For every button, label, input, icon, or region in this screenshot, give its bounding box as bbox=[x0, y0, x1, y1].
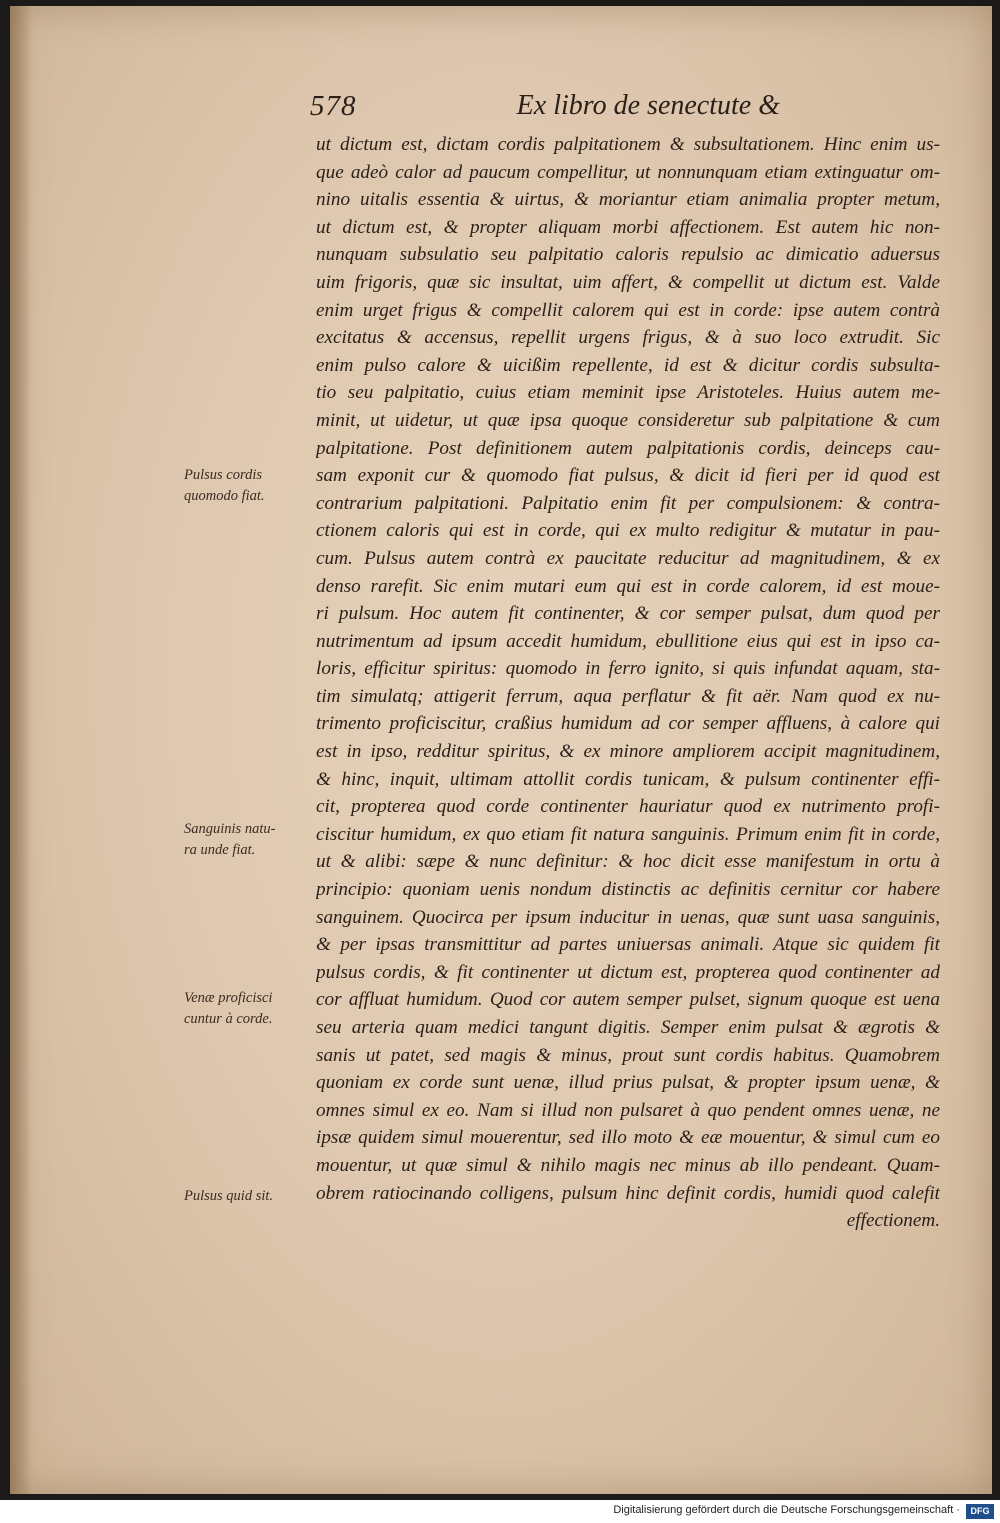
body-text bbox=[316, 131, 940, 1235]
text-line: pulsus cordis, & fit continenter ut dictum est, propterea quod continenter ad bbox=[316, 961, 940, 983]
funding-notice: Digitalisierung gefördert durch die Deutsche Forschungsgemeinschaft · bbox=[613, 1504, 960, 1516]
text-line: sam exponit cur & quomodo fiat pulsus, & dicit id fieri per id quod est bbox=[316, 465, 940, 487]
text-line: excitatus & accensus, repellit urgens frigus, & à suo loco extrudit. Sic bbox=[316, 327, 940, 349]
text-line: sanis ut patet, sed magis & minus, prout sunt cordis habitus. Quamobrem bbox=[316, 1044, 940, 1066]
text-line: est in ipso, redditur spiritus, & ex minore ampliorem accipit magnitudinem, bbox=[316, 741, 940, 763]
text-line: uim frigoris, quæ sic insultat, uim affert, & compellit ut dictum est. Valde bbox=[316, 271, 940, 293]
dfg-logo-icon: DFG bbox=[966, 1504, 994, 1519]
page-number: 578 bbox=[310, 90, 357, 122]
text-line: nutrimentum ad ipsum accedit humidum, ebullitione eius qui est in ipso ca- bbox=[316, 630, 940, 652]
text-line: ut dictum est, & propter aliquam morbi affectionem. Est autem hic non- bbox=[316, 216, 940, 238]
text-line: cor affluat humidum. Quod cor autem semper pulset, signum quoque est uena bbox=[316, 989, 940, 1011]
text-line: tim simulatq; attigerit ferrum, aqua perflatur & fit aër. Nam quod ex nu- bbox=[316, 685, 940, 707]
margin-note-pulsus-cordis: Pulsus cordis quomodo fiat. bbox=[184, 467, 265, 504]
text-line: sanguinem. Quocirca per ipsum inducitur in uenas, quæ sunt uasa sanguinis, bbox=[316, 906, 940, 928]
text-line: principio: quoniam uenis nondum distinctis ac definitis cernitur cor habere bbox=[316, 879, 940, 901]
text-line: quoniam ex corde sunt uenæ, illud prius pulsat, & propter ipsum uenæ, & bbox=[316, 1072, 940, 1094]
text-line: & per ipsas transmittitur ad partes uniuersas animali. Atque sic quidem fit bbox=[316, 934, 940, 956]
text-line: mouentur, ut quæ simul & nihilo magis nec minus ab illo pendeant. Quam- bbox=[316, 1154, 940, 1176]
text-line: ri pulsum. Hoc autem fit continenter, & cor semper pulsat, dum quod per bbox=[316, 603, 940, 625]
margin-note-venae: Venæ proficisci cuntur à corde. bbox=[184, 990, 273, 1027]
text-line: nino uitalis essentia & uirtus, & moriantur etiam animalia propter metum, bbox=[316, 189, 940, 211]
text-line: omnes simul ex eo. Nam si illud non pulsaret à quo pendent omnes uenæ, ne bbox=[316, 1099, 940, 1121]
text-line: ipsæ quidem simul mouerentur, sed illo moto & eæ mouentur, & simul cum eo bbox=[316, 1127, 940, 1149]
text-line: trimento proficiscitur, craßius humidum ad cor semper affluens, à calore qui bbox=[316, 713, 940, 735]
text-line: nunquam subsulatio seu palpitatio caloris repulsio ac dimicatio aduersus bbox=[316, 244, 940, 266]
margin-note-sanguinis: Sanguinis natu- ra unde fiat. bbox=[184, 821, 276, 858]
text-line: contrarium palpitationi. Palpitatio enim fit per compulsionem: & contra- bbox=[316, 492, 940, 514]
text-line: ciscitur humidum, ex quo etiam fit natura sanguinis. Primum enim fit in corde, bbox=[316, 823, 940, 845]
text-line: loris, efficitur spiritus: quomodo in ferro ignito, si quis infundat aquam, sta- bbox=[316, 658, 940, 680]
text-line: denso rarefit. Sic enim mutari eum qui est in corde calorem, id est moue- bbox=[316, 575, 940, 597]
page-gutter-shadow bbox=[10, 6, 32, 1494]
text-line: que adeò calor ad paucum compellitur, ut nonnunquam etiam extinguatur om- bbox=[316, 161, 940, 183]
text-line: cum. Pulsus autem contrà ex paucitate reducitur ad magnitudinem, & ex bbox=[316, 547, 940, 569]
text-line: enim pulso calore & uicißim repellente, id est & dicitur cordis subsulta- bbox=[316, 354, 940, 376]
text-line: cit, propterea quod corde continenter hauriatur quod ex nutrimento profi- bbox=[316, 796, 940, 818]
text-line: tio seu palpitatio, cuius etiam meminit ipse Aristoteles. Huius autem me- bbox=[316, 382, 940, 404]
margin-note-pulsus-quid: Pulsus quid sit. bbox=[184, 1188, 274, 1204]
text-line: obrem ratiocinando colligens, pulsum hinc definit cordis, humidi quod calefit bbox=[316, 1182, 940, 1204]
text-line: ut & alibi: sæpe & nunc definitur: & hoc dicit esse manifestum in ortu à bbox=[316, 851, 940, 873]
running-title: Ex libro de senectute & bbox=[516, 90, 780, 121]
text-line: palpitatione. Post definitionem autem palpitationis cordis, deinceps cau- bbox=[316, 437, 940, 459]
text-line: ctionem caloris qui est in corde, qui ex multo redigitur & mutatur in pau- bbox=[316, 520, 940, 542]
text-line-catchword: effectionem. bbox=[846, 1210, 940, 1232]
text-line: ut dictum est, dictam cordis palpitationem & subsultationem. Hinc enim us- bbox=[316, 134, 940, 155]
page-header bbox=[310, 90, 780, 130]
text-line: minit, ut uidetur, ut quæ ipsa quoque consideretur sub palpitatione & cum bbox=[316, 409, 940, 431]
text-line: & hinc, inquit, ultimam attollit cordis tunicam, & pulsum continenter effi- bbox=[316, 768, 940, 790]
text-line: seu arteria quam medici tangunt digitis. Semper enim pulsat & ægrotis & bbox=[316, 1017, 940, 1038]
text-line: enim urget frigus & compellit calorem qui est in corde: ipse autem contrà bbox=[316, 299, 940, 321]
footer-bar bbox=[0, 1500, 1000, 1523]
